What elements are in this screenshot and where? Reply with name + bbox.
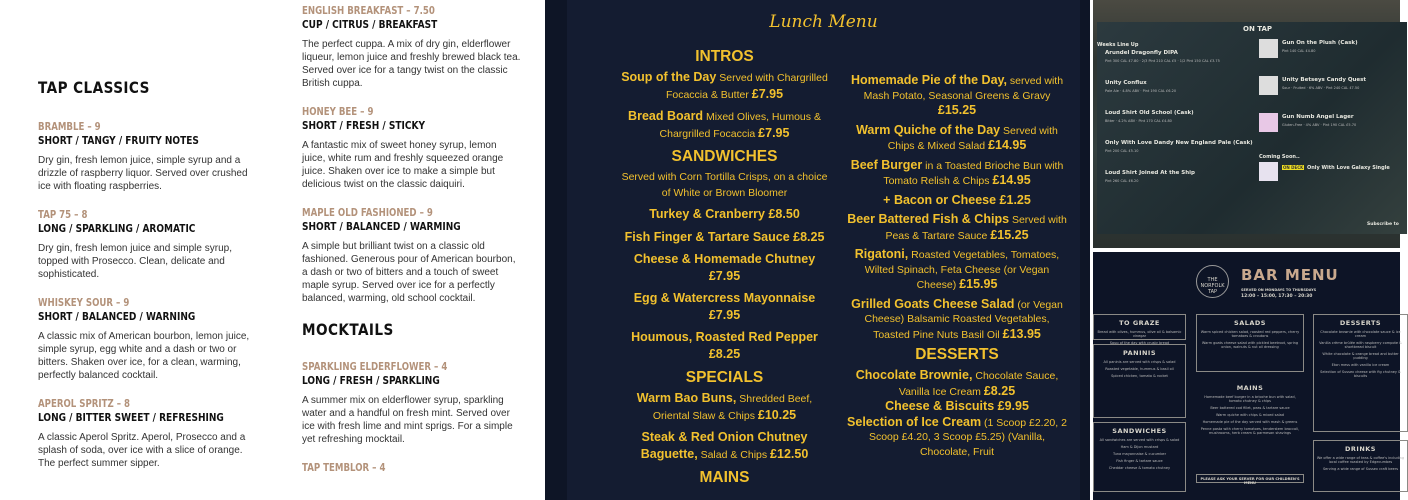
cocktail-menu-panel	[0, 0, 545, 500]
lunch-item-price: £9.95	[997, 399, 1029, 413]
cocktail-name-price: BRAMBLE – 9	[38, 121, 101, 133]
lunch-item-price: £15.25	[937, 103, 977, 117]
lunch-item-name: Selection of Ice Cream	[847, 414, 982, 429]
tap-beer-name: Gun On the Plush (Cask)	[1282, 40, 1358, 46]
lunch-menu-title: Lunch Menu	[769, 12, 878, 32]
bar-menu-line: Eton mess with vanilla ice cream	[1331, 363, 1390, 367]
lunch-item-name: Rigatoni,	[854, 247, 909, 261]
bar-menu-line: Selection of Sussex cheese with fig chutney & biscuits	[1320, 370, 1401, 378]
on-deck-badge: ON DECK	[1283, 165, 1304, 170]
cocktail-tags: SHORT / BALANCED / WARNING	[38, 310, 196, 323]
lunch-item-price: £15.25	[990, 227, 1029, 242]
lunch-item-name: Warm Bao Buns,	[636, 391, 737, 405]
tap-beer-details: Pale Ale · 4.8% ABV · Pint 190 CAL £6.20	[1105, 89, 1177, 93]
on-tap-board-photo	[1093, 0, 1400, 248]
on-deck-beer: Only With Love Galaxy Single	[1307, 165, 1390, 171]
lunch-item-price: £15.95	[959, 277, 998, 291]
lunch-item-description: (or Vegan Cheese) Balsamic Roasted Vegetables, Toasted Pine Nuts Basil Oil	[864, 298, 1063, 341]
cocktail-description: A classic Aperol Spritz. Aperol, Prosecco and a splash of soda, over ice with a slice of orange. The perfect summer sipper.	[38, 432, 246, 469]
lunch-item-description: Roasted Vegetables, Tomatoes, Wilted Spinach, Feta Cheese (or Vegan Cheese)	[864, 249, 1060, 291]
bar-menu-line: All paninis are served with crisps & salad	[1103, 360, 1176, 364]
cocktail-description: Dry gin, fresh lemon juice, simple syrup and a drizzle of raspberry liquor. Served over crushed ice with floating raspberries.	[38, 155, 248, 192]
childrens-menu-notice: PLEASE ASK YOUR SERVER FOR OUR CHILDREN'S MENU	[1196, 474, 1304, 483]
cocktail-item	[302, 105, 522, 191]
lunch-item-price: £12.50	[770, 446, 809, 461]
tap-beer-name: Loud Shirt Joined At the Ship	[1105, 170, 1195, 176]
bar-menu-title: BAR MENU	[1241, 266, 1339, 284]
lunch-item	[617, 330, 832, 363]
bar-menu-section	[1313, 314, 1408, 432]
lunch-item-name: Beef Burger	[850, 157, 923, 172]
tap-beer-name: Unity Conflux	[1105, 80, 1147, 86]
lunch-item-price: £13.95	[1002, 326, 1041, 341]
bar-menu-line: Tuna mayonnaise & cucumber	[1112, 452, 1167, 456]
cocktail-tags: LONG / FRESH / SPARKLING	[302, 374, 440, 387]
cocktail-tags: SHORT / BALANCED / WARMING	[302, 220, 461, 233]
bar-menu-line: Roasted vegetable, hummus & basil oil	[1105, 367, 1174, 371]
lunch-item-name: Soup of the Day	[621, 70, 717, 84]
bar-menu-line: Penne pasta with cherry tomatoes, tenderstem broccoli, mushrooms, herb cream & parmesan shavings	[1200, 427, 1300, 435]
bar-section-title: DESSERTS	[1339, 319, 1382, 327]
tap-beer-details: Sour · Fruited · 6% ABV · Pint 240 CAL £7.50	[1282, 86, 1360, 90]
bar-menu-line: Soup of the day with crusty bread	[1109, 341, 1170, 345]
lunch-item-description: (1 Scoop £2.20, 2 Scoop £4.20, 3 Scoop £5.25) (Vanilla, Chocolate, Fruit	[868, 416, 1067, 458]
cocktail-tags: LONG / BITTER SWEET / REFRESHING	[38, 411, 224, 424]
cocktail-name-price: ENGLISH BREAKFAST – 7.50	[302, 5, 435, 17]
cocktail-name-price: WHISKEY SOUR – 9	[38, 297, 130, 309]
cocktail-tags: SHORT / TANGY / FRUITY NOTES	[38, 134, 199, 147]
cocktail-item	[302, 360, 522, 446]
bar-menu-line: White chocolate & orange bread and butter pudding	[1322, 352, 1399, 360]
beer-logo	[1259, 39, 1278, 58]
lunch-item	[847, 73, 1067, 119]
bar-menu-line: Bread with olives, hummus, olive oil & balsamic vinegar	[1097, 330, 1182, 338]
lunch-section-heading: INTROS	[695, 48, 754, 65]
lunch-item-name: Turkey & Cranberry	[649, 207, 769, 221]
bar-menu-line: Warm quiche with chips & mixed salad	[1216, 413, 1284, 417]
lunch-item-name: + Bacon or Cheese	[883, 192, 1000, 207]
served-days: SERVED ON MONDAYS TO THURSDAYS	[1241, 288, 1317, 292]
lunch-item-price: £8.25	[793, 229, 825, 244]
lunch-item-name: Egg & Watercress Mayonnaise	[633, 291, 816, 305]
lunch-item	[617, 430, 832, 463]
lunch-item-price: £10.25	[757, 407, 797, 422]
cocktail-item	[38, 208, 258, 281]
cocktail-name-price: SPARKLING ELDERFLOWER – 4	[302, 361, 448, 373]
lunch-item-name: Fish Finger & Tartare Sauce	[624, 229, 794, 244]
lunch-item-description: Served with Chips & Mixed Salad	[887, 124, 1058, 152]
lunch-column-1	[617, 47, 832, 491]
bar-menu-line: Beer battered cod fillet, peas & tartare sauce	[1210, 406, 1290, 410]
lunch-item-name: Steak & Red Onion Chutney Baguette,	[640, 430, 808, 461]
lunch-item-price: £7.95	[708, 268, 741, 283]
bar-menu-panel	[1093, 252, 1405, 500]
lunch-item	[847, 297, 1067, 343]
tap-beer-details: Pint 300 CAL £7.80 · 2/3 Pint 210 CAL £5 · 1/2 Pint 150 CAL £3.75	[1105, 59, 1220, 63]
cocktail-tags: SHORT / FRESH / STICKY	[302, 119, 426, 132]
tap-beer-details: Bitter · 4.2% ABV · Pint 170 CAL £4.80	[1105, 119, 1172, 123]
lunch-menu-panel	[545, 0, 1090, 500]
beer-logo	[1259, 76, 1278, 95]
lunch-item-description: Salad & Chips	[697, 448, 771, 461]
cocktail-name-price: APEROL SPRITZ – 8	[38, 398, 131, 410]
bar-menu-section	[1313, 440, 1408, 492]
cocktail-name-price: TAP 75 – 8	[38, 209, 88, 221]
cocktail-item	[38, 397, 258, 470]
subscribe-text: Subscribe to	[1367, 222, 1399, 227]
lunch-section-heading: DESSERTS	[915, 346, 999, 363]
tap-beer-name: Loud Shirt Old School (Cask)	[1105, 110, 1194, 116]
lunch-item-price: £7.95	[758, 125, 790, 140]
lunch-item-name: Houmous, Roasted Red Pepper	[631, 330, 818, 344]
bar-menu-line: All sandwiches are served with crisps & salad	[1099, 438, 1180, 442]
tap-beer-details: Pint 260 CAL £6.20	[1105, 179, 1139, 183]
section-heading: TAP CLASSICS	[38, 78, 150, 97]
cocktail-description: A fantastic mix of sweet honey syrup, lemon juice, white rum and freshly squeezed orange juice. Shaken over ice to make a simple but delicious twist on the classic daiquiri.	[302, 140, 504, 190]
tap-beer-details: Pint 200 CAL £5.10	[1105, 149, 1139, 153]
bar-menu-section	[1093, 314, 1186, 345]
lunch-item-description: served with Mash Potato, Seasonal Greens & Gravy	[863, 75, 1064, 102]
lunch-item-name: Warm Quiche of the Day	[856, 122, 1001, 137]
lunch-item	[847, 368, 1067, 399]
bar-section-title: DRINKS	[1345, 445, 1376, 453]
tap-beer-name: Unity Betseys Candy Quest	[1282, 77, 1367, 83]
cocktail-description: A summer mix on elderflower syrup, sparkling water and a handful on fresh mint. Served over ice with fresh lime and mint sprigs. For a simple yet refreshing mocktail.	[302, 395, 513, 445]
cocktail-tags: LONG / SPARKLING / AROMATIC	[38, 222, 196, 235]
lunch-item-description: Mixed Olives, Humous & Chargrilled Focaccia	[659, 111, 821, 140]
bar-section-title: SANDWICHES	[1112, 427, 1167, 435]
cocktail-description: A classic mix of American bourbon, lemon juice, simple syrup, egg white and a dash or two or bitters. Shaken over ice, for a clean, warming, perfectly balanced cocktail.	[38, 331, 250, 381]
tap-beer-name: Gun Numb Angel Lager	[1282, 114, 1354, 120]
lunch-item	[617, 207, 832, 224]
lunch-item-description: Served with Peas & Tartare Sauce	[885, 214, 1067, 242]
served-hours: 12:00 – 15:00, 17:30 – 20:30	[1241, 294, 1313, 299]
bar-menu-line: Chocolate brownie with chocolate sauce & ice cream	[1320, 330, 1401, 338]
lunch-section-heading: SANDWICHES	[671, 148, 778, 165]
bar-menu-line: Warm goats cheese salad with pickled beetroot, spring onion, walnuts & nut oil dressing	[1201, 341, 1299, 349]
bar-menu-line: Cheddar cheese & tomato chutney	[1108, 466, 1171, 470]
lunch-item-price: £7.95	[708, 307, 741, 322]
bar-menu-line: Spiced chicken, tomato & rocket	[1111, 374, 1168, 378]
cocktail-description: The perfect cuppa. A mix of dry gin, elderflower liqueur, lemon juice and freshly brewed black tea. Served over ice for a tangy twist on the classic British cuppa.	[302, 39, 521, 89]
bar-menu-section	[1093, 422, 1186, 492]
norfolk-tap-logo: THE NORFOLK TAP	[1196, 265, 1229, 298]
cocktail-item	[302, 4, 522, 90]
lunch-item	[847, 247, 1067, 293]
lunch-item	[617, 109, 832, 142]
lunch-item	[617, 70, 832, 103]
bar-menu-line: Homemade pie of the day served with mash & greens	[1202, 420, 1298, 424]
lunch-item	[617, 391, 832, 424]
lunch-item-price: £7.95	[751, 86, 784, 101]
cocktail-item	[38, 296, 258, 382]
bar-menu-line: Ham & Dijon mustard	[1120, 445, 1159, 449]
lunch-item	[847, 158, 1067, 189]
bar-section-title: TO GRAZE	[1119, 319, 1160, 327]
tap-beer-name: Arundel Dragonfly DIPA	[1105, 50, 1178, 56]
lunch-item	[617, 291, 832, 324]
bar-menu-line: Warm spiced chicken salad, roasted red peppers, cherry tomatoes & croutons	[1200, 330, 1300, 338]
bar-menu-section	[1196, 314, 1304, 372]
lunch-item-name: Grilled Goats Cheese Salad	[851, 296, 1015, 311]
tap-beer-details: Gluten-Free · 4% ABV · Pint 190 CAL £5.70	[1282, 123, 1357, 127]
bar-menu-line: Homemade beef burger in a brioche bun with salad, tomato chutney & chips	[1204, 395, 1296, 403]
cocktail-item	[302, 461, 522, 475]
lunch-item-description: Served with Chargrilled Focaccia & Butter	[665, 72, 828, 101]
lunch-item	[617, 252, 832, 285]
lunch-section-heading: SPECIALS	[685, 369, 764, 386]
lunch-item-name: Cheese & Biscuits	[885, 399, 998, 413]
beer-logo	[1259, 113, 1278, 132]
lunch-item-name: Beer Battered Fish & Chips	[847, 212, 1010, 226]
lunch-item-price: £8.25	[983, 383, 1016, 398]
bar-menu-section	[1196, 380, 1304, 468]
cocktail-tags: CUP / CITRUS / BREAKFAST	[302, 18, 438, 31]
lunch-item	[617, 230, 832, 247]
bar-section-title: PANINIS	[1122, 349, 1157, 357]
lunch-item-description: in a Toasted Brioche Bun with Tomato Relish & Chips	[883, 159, 1064, 187]
section-heading: MOCKTAILS	[302, 320, 394, 339]
lunch-item-name: Chocolate Brownie,	[855, 368, 973, 382]
bar-section-title: SALADS	[1234, 319, 1266, 327]
coming-soon-label: Coming Soon..	[1259, 154, 1300, 160]
lunch-item-price: £8.25	[708, 346, 741, 361]
cocktail-column-2	[302, 4, 522, 490]
cocktail-name-price: MAPLE OLD FASHIONED – 9	[302, 207, 433, 219]
lunch-item	[847, 399, 1067, 415]
lunch-item-name: Bread Board	[628, 109, 704, 123]
bar-menu-line: We offer a wide range of teas & coffee's including local coffee roasted by Edgecumbes	[1316, 456, 1405, 464]
on-tap-title: ON TAP	[1243, 25, 1273, 33]
bar-menu-line: Serving a wide range of Sussex craft beers	[1322, 467, 1399, 471]
lunch-item-price: £1.25	[999, 192, 1031, 207]
tap-beer-name: Only With Love Dandy New England Pale (Cask)	[1105, 140, 1253, 146]
lunch-item-description: Served with Corn Tortilla Crisps, on a choice of White or Brown Bloomer	[621, 171, 828, 199]
cocktail-description: A simple but brilliant twist on a classic old fashioned. Generous pour of American bourbon, a dash or two of bitters and a touch of sweet maple syrup. Served over ice for a perfectly balanced, warming, old school cocktail.	[302, 241, 516, 304]
bar-menu-line: Vanilla crème brûlée with raspberry compote & shortbread biscuit	[1319, 341, 1402, 349]
bar-section-title: MAINS	[1236, 384, 1264, 392]
lunch-item	[847, 123, 1067, 154]
lunch-item	[847, 212, 1067, 243]
lunch-item-description: Chocolate Sauce, Vanilla Ice Cream	[898, 370, 1059, 398]
bar-menu-section	[1093, 344, 1186, 418]
tap-board-screen	[1097, 22, 1407, 234]
lunch-item-description: Shredded Beef, Oriental Slaw & Chips	[652, 393, 813, 422]
lunch-item-name: Homemade Pie of the Day,	[850, 73, 1008, 87]
lunch-item-price: £8.50	[768, 207, 800, 221]
cocktail-name-price: TAP TEMBLOR – 4	[302, 462, 386, 474]
lunch-item-price: £14.95	[988, 138, 1027, 152]
cocktail-name-price: HONEY BEE – 9	[302, 106, 374, 118]
tap-beer-details: Pint 140 CAL £4.80	[1282, 49, 1316, 53]
lunch-item	[847, 193, 1067, 209]
lunch-item	[617, 170, 832, 201]
lunch-item	[847, 415, 1067, 460]
lunch-item-name: Cheese & Homemade Chutney	[633, 252, 816, 266]
lunch-section-heading: MAINS	[699, 469, 750, 486]
lunch-item-price: £14.95	[992, 173, 1031, 187]
cocktail-description: Dry gin, fresh lemon juice and simple syrup, topped with Prosecco. Clean, delicate and sophisticated.	[38, 243, 232, 280]
beer-logo	[1259, 162, 1278, 181]
lineup-label: Weeks Line Up	[1097, 42, 1139, 48]
bar-menu-line: Fish finger & tartare sauce	[1116, 459, 1163, 463]
lunch-column-2	[847, 73, 1067, 459]
cocktail-item	[302, 206, 522, 305]
cocktail-item	[38, 120, 258, 193]
cocktail-column-1	[38, 78, 258, 485]
